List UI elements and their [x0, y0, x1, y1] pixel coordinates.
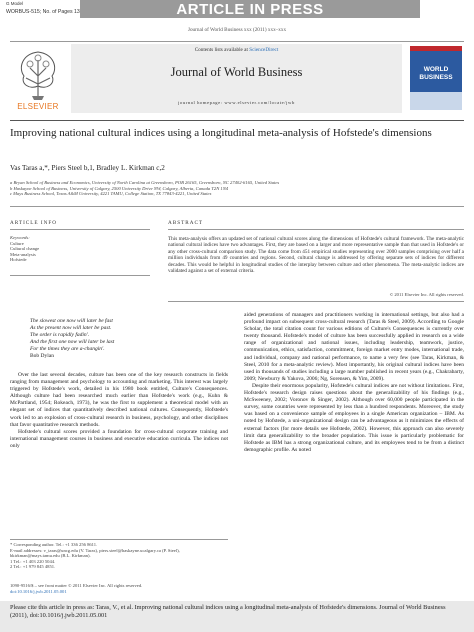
affiliation-b: b Haskayne School of Business, University of Calgary, 2500 University Drive NW, Calgary, Alberta, Canada T2N 1N4: [10, 185, 229, 191]
email-addresses: E-mail addresses: v_taras@uncg.edu (V. Taras), piers.steel@haskayne.ucalgary.ca (P. Steel), bkirkman@mays.tamu.edu (B.L. Kirkman).: [10, 547, 180, 559]
telephone-note: 1 Tel.: +1 403 220 5044.: [10, 558, 56, 564]
header-bottom-rule: [10, 120, 464, 121]
journal-homepage: [71, 100, 402, 106]
abstract-bottom-rule: [168, 301, 464, 302]
contents-prefix: Contents lists available at: [194, 47, 248, 53]
paragraph: aided generations of managers and practitioners working in international settings, but also had a profound impact on subsequent cross-cultural research (Taras & Steel, 2009). According to Google Scholar, the total citation count for various editions of Culture's Consequences is currently over twenty thousand. Hofstede's model of culture has been successfully applied in research on a wide range of organizational and national issues, including leadership, teamwork, justice, communication, ethics, satisfaction, commitment, foreign market entry modes, international trade, and individual, company and national performance, to name a very few (see Taras, Kirkman, & Steel, 2010 for a meta-analytic review). Most importantly, his original cultural indices have been used in thousands of studies including a large number published in recent years (e.g., Chakrabarty, 2009; Newburry & Yakova, 2006; Ng, Sorensen, & Yim, 2009).: [244, 312, 464, 382]
elsevier-tree-icon: [12, 46, 64, 104]
keywords-label: Keywords:: [10, 235, 30, 240]
authors: Vas Taras a,*, Piers Steel b,1, Bradley L. Kirkman c,2: [10, 164, 165, 172]
epigraph-line: And the first one now will later be last: [30, 339, 115, 346]
sciencedirect-link[interactable]: ScienceDirect: [249, 47, 279, 53]
article-reference: WORBUS-515; No. of Pages 13: [6, 9, 80, 15]
publication-info: [10, 583, 228, 594]
keyword-item: Hofstede: [10, 257, 27, 263]
keyword-item: Culture: [10, 240, 24, 246]
epigraph-line: The order is rapidly fadin'.: [30, 332, 90, 339]
abstract-rule: [168, 229, 464, 230]
journal-reference: Journal of World Business xxx (2011) xxx–xxx: [187, 27, 287, 33]
footnotes: [10, 542, 228, 570]
epigraph-line: The slowest one now will later be fast: [30, 318, 113, 324]
abstract-text: This meta-analysis offers an updated set of national cultural scores along the dimensions of Hofstede's cultural framework. The meta-analytic national cultural indices have two advantages. First, they are based on a larger and more representative sample than that used in Hofstede's or any other cross-cultural comparison study. The data come from 451 empirical studies representing over 2000 samples comprising over half a million individuals from 49 countries and regions. Second, cultural change is addressed by offering separate sets of indices for different decades. This would be helpful in longitudinal studies of the interplay between culture and other phenomena. The meta-analytic indices are validated against a set of external criteria.: [168, 236, 464, 275]
g-model-label: G Model: [6, 1, 24, 6]
contents-availability: [71, 47, 402, 53]
corresponding-author-note: * Corresponding author. Tel.: +1 336 256 8611.: [10, 542, 98, 547]
telephone-note: 2 Tel.: +1 979 845 4851.: [10, 564, 56, 570]
affiliations: [10, 180, 464, 197]
keywords: [10, 235, 150, 263]
article-info-heading: ARTICLE INFO: [10, 220, 57, 226]
left-column: [10, 372, 228, 450]
affiliation-a: a Bryan School of Business and Economics, University of North Carolina at Greensboro, POB 26165, Greensboro, NC 27402-6165, United States: [10, 180, 280, 185]
cover-title: WORLD BUSINESS: [419, 66, 453, 81]
paragraph: Over the last several decades, culture has been one of the key research constructs in fields ranging from management and psychology to accounting and marketing. This interest was largely triggered by Hofstede's work, detailed in his 1980 book entitled, Culture's Consequences. Although culture had been researched much earlier than Hofstede's work (e.g., Kuhn & McPartland, 1954; Rokeach, 1973), he was the first to supplement a theoretical model with an elegant set of indices that quantitatively described national cultures. Consequently, Hofstede's work led to an explosion of cross-cultural research in business, psychology, and other disciplines that favor quantitative research methods.: [10, 372, 228, 428]
paragraph: Hofstede's cultural scores provided a foundation for cross-cultural corporate training and international management courses in business and executive education curricula. The indices not only: [10, 428, 228, 449]
keyword-item: Meta-analysis: [10, 251, 36, 257]
right-column: [244, 312, 464, 454]
keywords-bottom-rule: [10, 275, 150, 276]
homepage-url[interactable]: www.elsevier.com/locate/jwb: [224, 100, 295, 105]
abstract-heading: ABSTRACT: [168, 220, 204, 226]
affiliation-c: c Mays Business School, Texas A&M University, 4221 TAMU, College Station, TX 77843-4221, United States: [10, 191, 212, 197]
copyright-notice: © 2011 Elsevier Inc. All rights reserved.: [389, 292, 464, 297]
article-title: Improving national cultural indices using a longitudinal meta-analysis of Hofstede's dimensions: [10, 127, 432, 139]
journal-title: Journal of World Business: [170, 65, 303, 79]
epigraph-author: Bob Dylan: [30, 353, 54, 360]
paragraph: Despite their enormous popularity, Hofstede's cultural indices are not without limitations. First, Hofstede's research design raises questions about the generalizability of his findings (e.g., McSweeney, 2002; Voronov & Singer, 2002). Although over 60,000 people participated in the survey, some countries were represented by less than a hundred respondents. Moreover, the study was based on a convenience sample of employees in a single American organization – IBM. As noted by Hofstede, a uni-organizational design can be advantageous as it minimizes the effects of external factors (for more details see Hofstede, 2002). However, this approach can also severely limit data generalizability to the broader population. This issue is particularly problematic for Hofstede as IBM has a strong organizational culture, and its employees tend to be from a distinct demographic profile. As noted: [244, 382, 464, 453]
article-info-rule: [10, 229, 150, 230]
homepage-prefix: journal homepage:: [178, 100, 223, 105]
doi-link[interactable]: doi:10.1016/j.jwb.2011.05.001: [10, 588, 67, 594]
elsevier-logo-text: ELSEVIER: [17, 102, 59, 111]
epigraph: [30, 318, 230, 361]
footnote-rule: [10, 539, 228, 540]
header-top-rule: [10, 41, 464, 42]
keyword-item: Cultural change: [10, 246, 40, 252]
issn-line: 1090-9516/$ – see front matter © 2011 Elsevier Inc. All rights reserved.: [10, 583, 143, 588]
article-in-press-banner: ARTICLE IN PRESS: [176, 1, 324, 18]
affiliations-rule: [10, 206, 464, 207]
epigraph-line: As the present now will later be past.: [30, 325, 112, 332]
citation-text: Please cite this article in press as: Taras, V., et al. Improving national cultural indices using a longitudinal meta-analysis of Hofstede's dimensions. Journal of World Business (2011), doi:10.1016/j.jwb.2011.05.001: [10, 604, 446, 619]
journal-cover-image: [410, 46, 462, 110]
epigraph-line: For the times they are a-changin'.: [30, 346, 105, 353]
